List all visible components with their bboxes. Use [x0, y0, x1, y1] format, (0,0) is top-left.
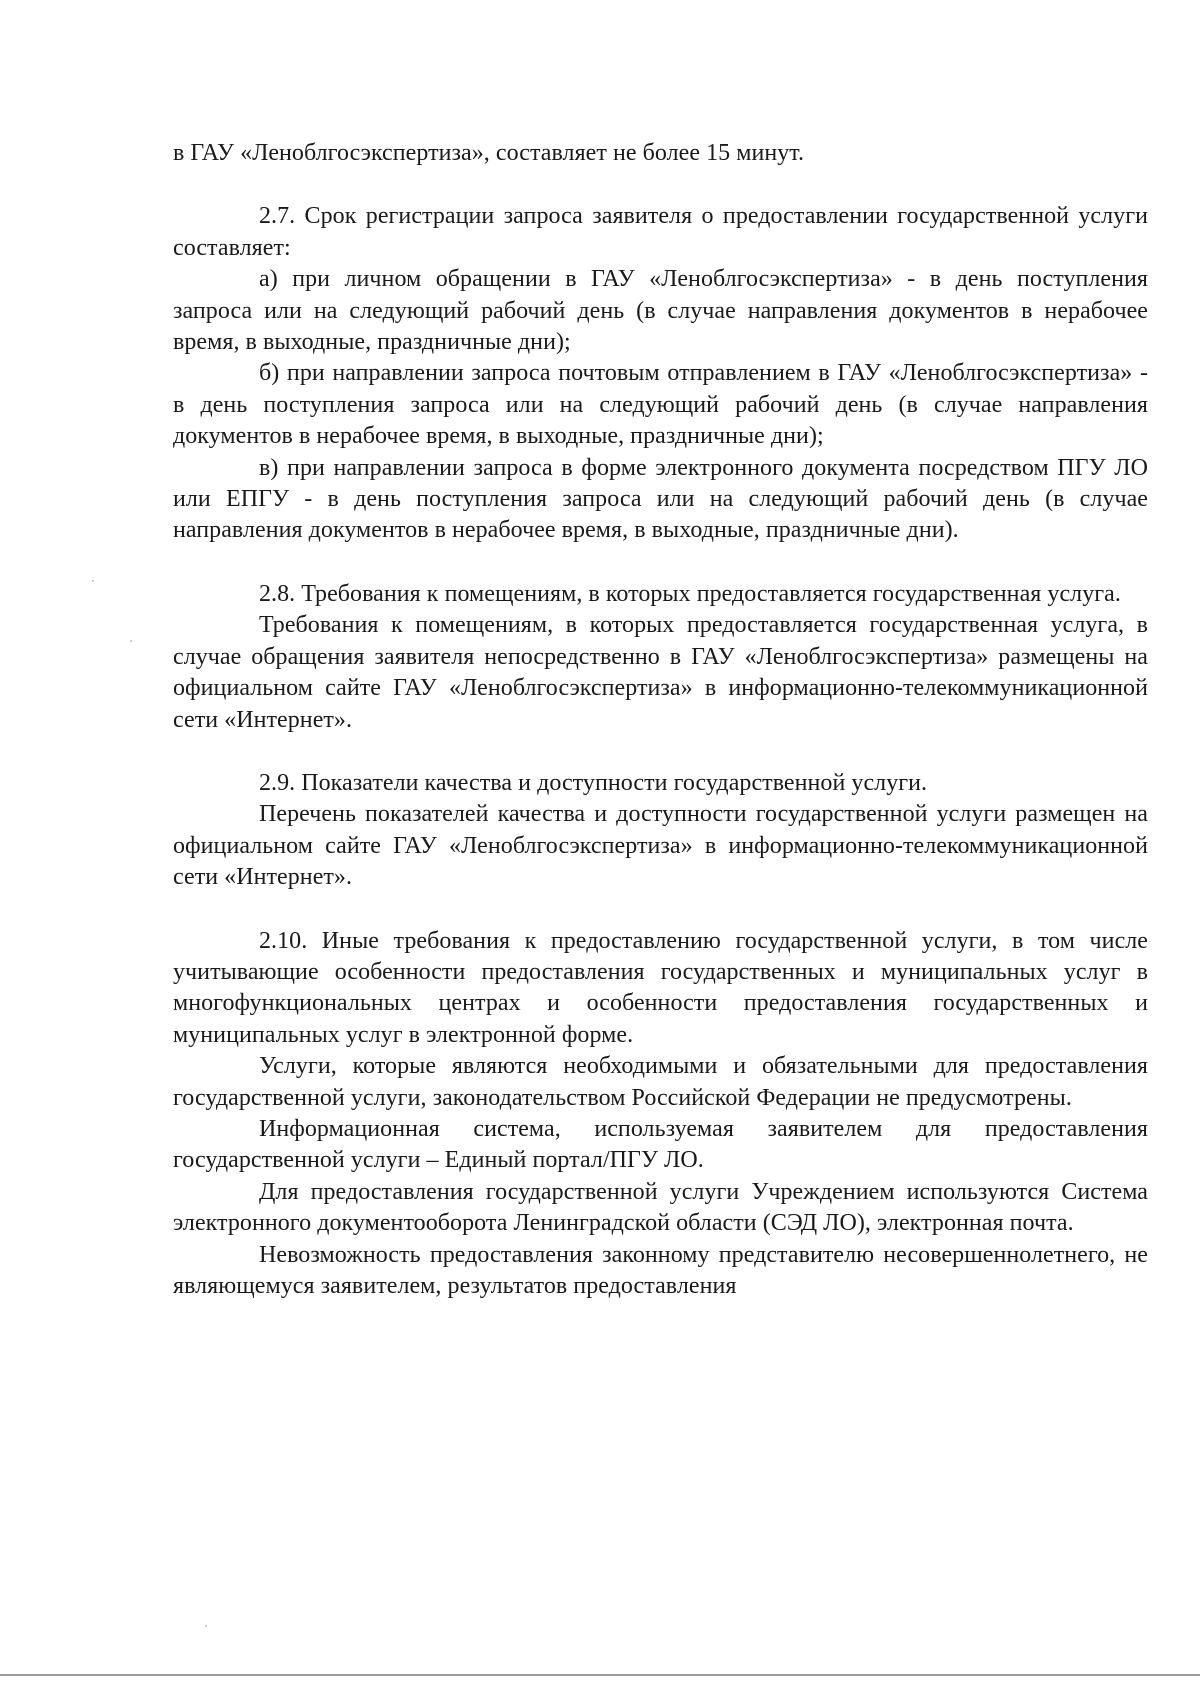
section-2-10-heading: 2.10. Иные требования к предоставлению государственной услуги, в том числе учитывающие особенности предоставления государственных и муниципальных услуг в многофункциональных центрах и особенности предоставления государственных и муниципальных услуг в электронной форме.	[173, 927, 1148, 1048]
section-2-7-item-c: в) при направлении запроса в форме электронного документа посредством ПГУ ЛО или ЕПГУ - в день поступления запроса или на следующий рабочий день (в случае направления документов в нерабочее время, в выходные, праздничные дни).	[173, 454, 1148, 544]
scan-bottom-edge	[0, 1674, 1200, 1676]
scan-speck	[130, 640, 132, 642]
section-gap	[173, 894, 1148, 926]
section-2-9-heading: 2.9. Показатели качества и доступности государственной услуги.	[259, 769, 928, 796]
scan-speck	[92, 580, 94, 582]
section-gap	[173, 547, 1148, 579]
section-2-10-info-system: Информационная система, используемая заявителем для предоставления государственной услуги – Единый портал/ПГУ ЛО.	[173, 1115, 1148, 1174]
section-2-10-systems-used: Для предоставления государственной услуги Учреждением используются Система электронного документооборота Ленинградской области (СЭД ЛО), электронная почта.	[173, 1178, 1148, 1237]
section-gap	[173, 169, 1148, 201]
section-2-10-services: Услуги, которые являются необходимыми и обязательными для предоставления государственной услуги, законодательством Российской Федерации не предусмотрены.	[173, 1053, 1148, 1111]
paragraph-intro: в ГАУ «Леноблгосэкспертиза», составляет не более 15 минут.	[173, 140, 805, 166]
section-2-7-heading: 2.7. Срок регистрации запроса заявителя о предоставлении государственной услуги составляет:	[173, 203, 1148, 261]
section-2-10-impossibility: Невозможность предоставления законному представителю несовершеннолетнего, не являющемуся заявителем, результатов предоставления	[173, 1241, 1148, 1299]
section-2-7-item-a: а) при личном обращении в ГАУ «Леноблгосэкспертиза» - в день поступления запроса или на следующий рабочий день (в случае направления документов в нерабочее время, в выходные, праздничные дни);	[173, 266, 1148, 356]
section-2-8-heading: 2.8. Требования к помещениям, в которых предоставляется государственная услуга.	[259, 580, 1121, 607]
scan-speck	[205, 1625, 207, 1627]
section-2-7-item-b: б) при направлении запроса почтовым отправлением в ГАУ «Леноблгосэкспертиза» - в день поступления запроса или на следующий рабочий день (в случае направления документов в нерабочее время, в выходные, праздничные дни);	[173, 360, 1148, 450]
document-page	[173, 138, 1148, 1302]
section-2-8-text: Требования к помещениям, в которых предоставляется государственная услуга, в случае обращения заявителя непосредственно в ГАУ «Леноблгосэкспертиза» размещены на официальном сайте ГАУ «Леноблгосэкспертиза» в информационно-телекоммуникационной сети «Интернет».	[173, 612, 1148, 733]
section-2-9-text: Перечень показателей качества и доступности государственной услуги размещен на официальном сайте ГАУ «Леноблгосэкспертиза» в информационно-телекоммуникационной сети «Интернет».	[173, 801, 1148, 891]
section-gap	[173, 736, 1148, 768]
